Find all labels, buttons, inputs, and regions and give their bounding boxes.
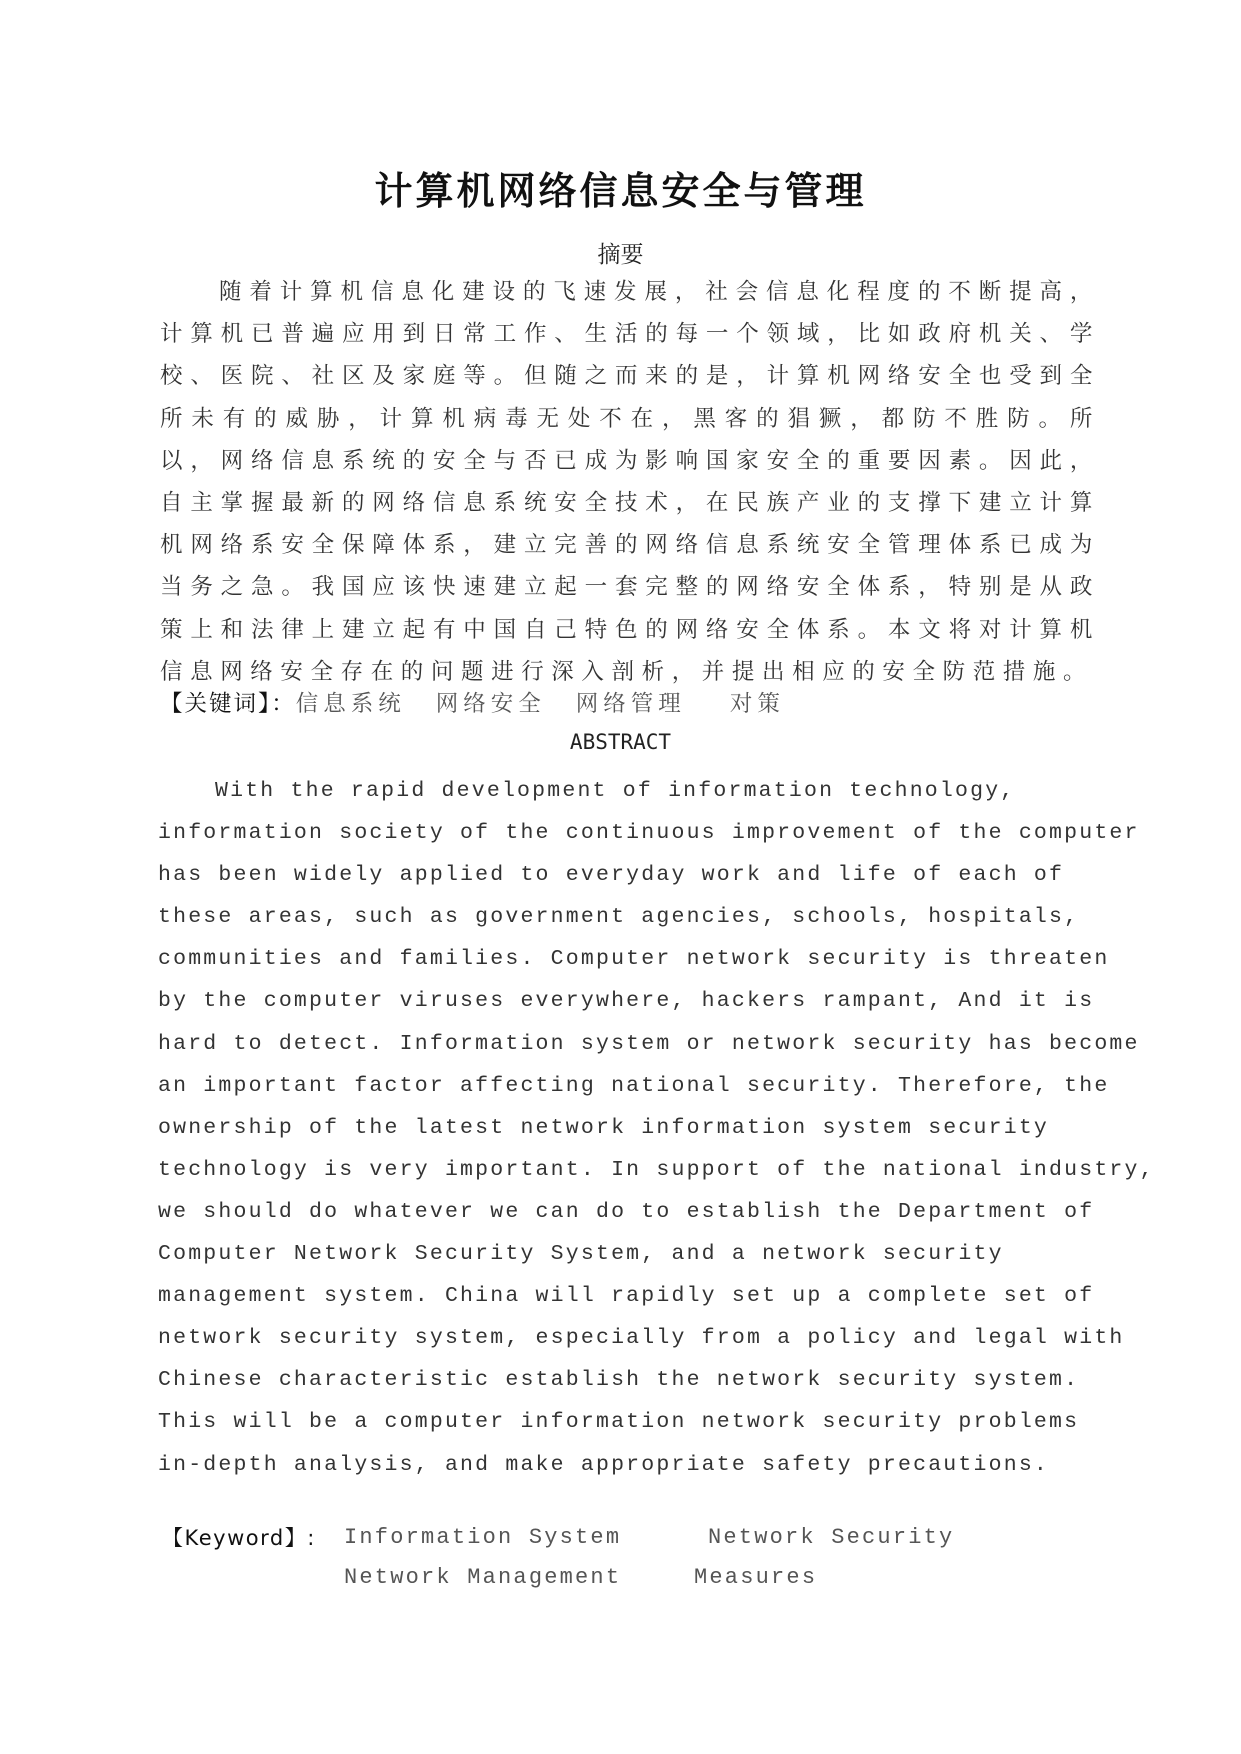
english-keywords-label: 【Keyword】:	[162, 1526, 316, 1550]
english-abstract-line: network security system, especially from a policy and legal with	[158, 1326, 1125, 1351]
english-keyword-item: Measures	[694, 1565, 818, 1590]
english-abstract-line: management system. China will rapidly set up a complete set of	[158, 1284, 1095, 1309]
english-abstract-line: we should do whatever we can do to establish the Department of	[158, 1199, 1095, 1224]
english-abstract-line: in-depth analysis, and make appropriate safety precautions.	[158, 1452, 1050, 1477]
english-abstract-line: information society of the continuous improvement of the computer	[158, 821, 1140, 846]
english-keyword-item: Information System	[344, 1525, 622, 1550]
english-abstract-line: technology is very important. In support of the national industry,	[158, 1157, 1155, 1182]
chinese-keyword-item: 信息系统	[295, 691, 406, 717]
english-abstract-line: With the rapid development of information technology,	[215, 779, 1016, 803]
english-abstract-line: hard to detect. Information system or network security has become	[158, 1031, 1140, 1056]
english-abstract-line: these areas, such as government agencies, schools, hospitals,	[158, 905, 1080, 930]
chinese-abstract-heading: 摘要	[597, 242, 644, 268]
english-abstract-line: an important factor affecting national security. Therefore, the	[158, 1073, 1110, 1098]
english-keyword-item: Network Security	[708, 1525, 955, 1550]
chinese-keywords	[160, 686, 815, 722]
chinese-keyword-item: 网络管理	[575, 691, 686, 717]
chinese-keyword-item: 对策	[729, 691, 785, 717]
english-abstract-line: Chinese characteristic establish the network security system.	[158, 1368, 1080, 1393]
chinese-abstract-body: 随着计算机信息化建设的飞速发展，社会信息化程度的不断提高，计算机已普遍应用到日常工作、生活的每一个领域，比如政府机关、学校、医院、社区及家庭等。但随之而来的是，计算机网络安全也受到全所未有的威胁，计算机病毒无处不在，黑客的猖獗，都防不胜防。所以，网络信息系统的安全与否已成为影响国家安全的重要因素。因此，自主掌握最新的网络信息系统安全技术，在民族产业的支撑下建立计算机网络系安全保障体系，建立完善的网络信息系统安全管理体系已成为当务之急。我国应该快速建立起一套完整的网络安全体系，特别是从政策上和法律上建立起有中国自己特色的网络安全体系。本文将对计算机信息网络安全存在的问题进行深入剖析，并提出相应的安全防范措施。	[160, 279, 1100, 685]
english-abstract-line: ownership of the latest network information system security	[158, 1115, 1050, 1140]
english-abstract-line: Computer Network Security System, and a network security	[158, 1242, 1004, 1267]
english-abstract-line: by the computer viruses everywhere, hackers rampant, And it is	[158, 989, 1095, 1014]
chinese-keywords-label: 【关键词】：	[160, 691, 296, 717]
chinese-keyword-item: 网络安全	[435, 691, 546, 717]
english-abstract-line: has been widely applied to everyday work and life of each of	[158, 863, 1065, 888]
english-keyword-item: Network Management	[344, 1565, 622, 1590]
english-abstract-body	[158, 770, 1155, 1486]
english-abstract-line: This will be a computer information network security problems	[158, 1410, 1080, 1435]
document-title: 计算机网络信息安全与管理	[374, 169, 867, 213]
english-abstract-heading: ABSTRACT	[569, 730, 672, 754]
english-abstract-line: communities and families. Computer network security is threaten	[158, 947, 1110, 972]
